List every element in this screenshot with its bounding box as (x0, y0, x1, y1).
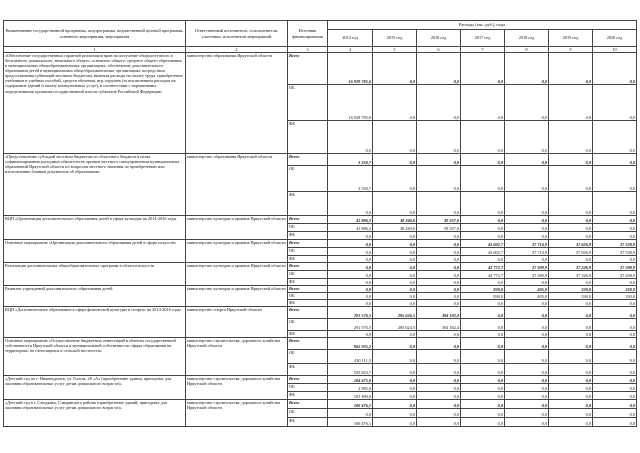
expense-value: 0,0 (549, 256, 593, 263)
column-number: 6 (417, 47, 461, 53)
expense-value: 0,0 (373, 418, 417, 427)
funding-source: Всего (288, 307, 328, 319)
expense-value: 0,0 (417, 192, 461, 216)
expense-value: 0,0 (461, 376, 505, 384)
expense-value: 0,0 (593, 331, 637, 338)
expense-value: 0,0 (461, 418, 505, 427)
expense-value: 0,0 (549, 85, 593, 121)
expense-value: 0,0 (461, 392, 505, 400)
expense-value: 0,0 (373, 350, 417, 364)
expense-value: 430 111,5 (328, 350, 373, 364)
expense-value: 0,0 (373, 300, 417, 307)
header-source: Источник финансирования (288, 21, 328, 47)
expense-value: 0,0 (549, 364, 593, 376)
column-number: 2 (186, 47, 288, 53)
expense-value: 0,0 (328, 256, 373, 263)
executor: министерство культуры и архивов Иркутской области (186, 240, 288, 263)
program-name: ВЦП «Организация дополнительного образования детей в сфере культуры на 2014-2016 годы (4, 216, 186, 240)
expense-value: 37 538,9 (593, 240, 637, 248)
expense-value: 405,0 (505, 293, 549, 300)
expense-value: 0,0 (461, 53, 505, 85)
expense-value: 0,0 (373, 166, 417, 192)
expense-value: 830,0 (461, 286, 505, 293)
expense-value: 0,0 (505, 256, 549, 263)
expense-value: 0,0 (328, 263, 373, 271)
expense-value: 0,0 (417, 166, 461, 192)
expense-value: 0,0 (373, 53, 417, 85)
program-name: Развитие учреждений дополнительного образования детей (4, 286, 186, 307)
expense-value: 0,0 (373, 192, 417, 216)
expense-value: 0,0 (373, 384, 417, 392)
expense-value: 0,0 (505, 216, 549, 224)
expense-value: 0,0 (593, 392, 637, 400)
expense-value: 38 240,6 (373, 216, 417, 224)
funding-source: ОБ (288, 350, 328, 364)
program-name: «Обеспечение государственных гарантий реализации прав на получение общедоступного и бесплатного дошкольного, начального общего, основного общего, среднего общего образования в муниципальных общеобразовательных организациях, обеспечение дополнительного образования детей в муниципальных общеобразовательных организациях посредством предоставления субвенций местным бюджетам, включая расходы на оплату труда, приобретение учебников и учебных пособий, средств обучения, игр, игрушек (за исключением расходов на содержание зданий и оплату коммунальных услуг), в соответствии с нормативами, определенными органами государственной власти субъектов Российской Федерации» (4, 53, 186, 154)
program-name: «Предоставление субсидий местным бюджетам из областного бюджета в целях софинансирования расходных обязательств органов местного самоуправления муниципальных образований Иркутской области по вопросам местного значения по приобретению или изготовлению бланков документов об образовании» (4, 154, 186, 216)
column-number: 1 (4, 47, 186, 53)
year-header: 2020 год (593, 30, 637, 47)
program-name: Реализация дополнительных общеобразовательных программ в области искусств (4, 263, 186, 286)
expense-value: 0,0 (461, 409, 505, 418)
funding-source: Всего (288, 154, 328, 166)
expense-value: 0,0 (373, 232, 417, 240)
expense-value: 0,0 (373, 240, 417, 248)
table-row (4, 154, 637, 166)
expense-value: 0,0 (461, 384, 505, 392)
funding-source: Всего (288, 263, 328, 271)
expense-value: 16 929 785,6 (328, 53, 373, 85)
expense-value: 0,0 (593, 364, 637, 376)
column-number: 5 (373, 47, 417, 53)
expense-value: 37 326,9 (549, 263, 593, 271)
expense-value: 0,0 (505, 154, 549, 166)
program-name: Основное мероприятие «Организация дополнительного образования детей в сфере искусств» (4, 240, 186, 263)
expense-value: 0,0 (373, 279, 417, 286)
expense-value: 0,0 (505, 409, 549, 418)
expense-value: 0,0 (417, 293, 461, 300)
expense-value: 0,0 (593, 279, 637, 286)
funding-source: ФБ (288, 279, 328, 286)
expense-value: 0,0 (549, 376, 593, 384)
expense-value: 291 576,5 (328, 307, 373, 319)
expense-value: 0,0 (373, 263, 417, 271)
expense-value: 0,0 (373, 400, 417, 409)
expense-value: 0,0 (549, 53, 593, 85)
funding-source: Всего (288, 53, 328, 85)
header-expenses: Расходы (тыс. руб.), годы (328, 21, 637, 30)
funding-source: ОБ (288, 224, 328, 232)
funding-source: ОБ (288, 166, 328, 192)
expense-value: 0,0 (461, 331, 505, 338)
expense-value: 37 309,9 (505, 271, 549, 279)
expense-value: 0,0 (505, 418, 549, 427)
funding-source: Всего (288, 240, 328, 248)
expense-value: 39 357,0 (417, 216, 461, 224)
expense-value: 42 772,7 (461, 263, 505, 271)
expense-value: 0,0 (417, 121, 461, 154)
funding-source: ФБ (288, 392, 328, 400)
expense-value: 0,0 (505, 300, 549, 307)
expense-value: 0,0 (593, 166, 637, 192)
expense-value: 0,0 (593, 338, 637, 350)
expense-value: 0,0 (417, 154, 461, 166)
funding-source: Всего (288, 286, 328, 293)
expense-value: 0,0 (549, 307, 593, 319)
table-body (4, 21, 637, 427)
expense-value: 0,0 (549, 300, 593, 307)
expense-value: 0,0 (373, 286, 417, 293)
expense-value: 100 476,1 (328, 418, 373, 427)
expense-value: 0,0 (461, 338, 505, 350)
expense-value: 43 602,7 (461, 248, 505, 256)
expense-value: 0,0 (593, 384, 637, 392)
expense-value: 16 929 785,6 (328, 85, 373, 121)
expense-value: 38 240,6 (373, 224, 417, 232)
funding-source: ФБ (288, 121, 328, 154)
expense-value: 0,0 (461, 85, 505, 121)
expense-value: 0,0 (461, 166, 505, 192)
expense-value: 0,0 (593, 192, 637, 216)
expense-value: 535 823,7 (328, 364, 373, 376)
expense-value: 37 714,9 (505, 248, 549, 256)
expense-value: 3 350,7 (328, 166, 373, 192)
expense-value: 405,0 (505, 286, 549, 293)
expense-value: 0,0 (593, 376, 637, 384)
expense-value: 330,0 (549, 286, 593, 293)
year-header: 2015 год (373, 30, 417, 47)
expense-value: 0,0 (373, 271, 417, 279)
expense-value: 0,0 (461, 154, 505, 166)
funding-source: ОБ (288, 85, 328, 121)
expense-value: 0,0 (505, 350, 549, 364)
expense-value: 0,0 (549, 392, 593, 400)
expense-value: 0,0 (593, 53, 637, 85)
table-row (4, 376, 637, 384)
funding-source: ОБ (288, 409, 328, 418)
column-number: 8 (505, 47, 549, 53)
table-row (4, 400, 637, 409)
expense-value: 37 208,9 (593, 263, 637, 271)
year-header: 2014 год (328, 30, 373, 47)
expense-value: 0,0 (417, 331, 461, 338)
expense-value: 0,0 (417, 85, 461, 121)
expense-value: 0,0 (328, 240, 373, 248)
header-executor: Ответственный исполнитель, соисполнители, участники, исполнители мероприятий (186, 21, 288, 47)
expense-value: 0,0 (593, 121, 637, 154)
expense-value: 0,0 (417, 350, 461, 364)
expense-value: 0,0 (373, 85, 417, 121)
expense-value: 0,0 (505, 192, 549, 216)
expense-value: 285 624,5 (373, 319, 417, 331)
expense-value: 0,0 (373, 364, 417, 376)
expense-value: 0,0 (417, 409, 461, 418)
expense-value: 304 182,4 (417, 307, 461, 319)
table-row (4, 286, 637, 293)
table-row (4, 216, 637, 224)
table-row (4, 307, 637, 319)
expense-value: 0,0 (417, 338, 461, 350)
expense-value: 0,0 (461, 350, 505, 364)
expense-value: 0,0 (549, 154, 593, 166)
executor: министерство культуры и архивов Иркутской области (186, 216, 288, 240)
expense-value: 0,0 (505, 232, 549, 240)
expense-value: 0,0 (593, 154, 637, 166)
expense-value: 0,0 (417, 271, 461, 279)
expense-value: 0,0 (328, 331, 373, 338)
executor: министерство культуры и архивов Иркутской области (186, 286, 288, 307)
year-header: 2016 год (417, 30, 461, 47)
expense-value: 291 576,5 (328, 319, 373, 331)
expense-value: 0,0 (461, 300, 505, 307)
expense-value: 0,0 (593, 319, 637, 331)
expense-value: 0,0 (505, 53, 549, 85)
expense-value: 0,0 (417, 53, 461, 85)
expense-value: 0,0 (461, 232, 505, 240)
year-header: 2018 год (505, 30, 549, 47)
column-number: 10 (593, 47, 637, 53)
expense-value: 0,0 (461, 192, 505, 216)
funding-source: ОБ (288, 319, 328, 331)
expense-value: 37 309,9 (505, 263, 549, 271)
header-row (4, 21, 637, 30)
year-header: 2017 год (461, 30, 505, 47)
expense-value: 0,0 (461, 256, 505, 263)
expense-value: 0,0 (461, 121, 505, 154)
executor: министерство образования Иркутской области (186, 154, 288, 216)
expense-value: 0,0 (373, 293, 417, 300)
funding-source: Всего (288, 400, 328, 409)
expense-value: 37 326,9 (549, 271, 593, 279)
expense-value: 0,0 (328, 248, 373, 256)
funding-source: ФБ (288, 192, 328, 216)
executor: министерство образования Иркутской области (186, 53, 288, 154)
expense-value: 100 476,1 (328, 400, 373, 409)
expense-value: 0,0 (417, 232, 461, 240)
expense-value: 0,0 (417, 279, 461, 286)
expense-value: 0,0 (417, 240, 461, 248)
expense-value: 0,0 (328, 192, 373, 216)
funding-source: ОБ (288, 293, 328, 300)
funding-source: ОБ (288, 384, 328, 392)
expense-value: 304 182,4 (417, 319, 461, 331)
expense-value: 0,0 (549, 338, 593, 350)
expense-value: 0,0 (549, 279, 593, 286)
expense-value: 0,0 (593, 400, 637, 409)
expense-value: 0,0 (549, 319, 593, 331)
expense-value: 0,0 (593, 224, 637, 232)
table-row (4, 263, 637, 271)
executor: министерство строительства, дорожного хозяйства Иркутской области (186, 338, 288, 376)
executor: министерство культуры и архивов Иркутской области (186, 263, 288, 286)
expense-value: 0,0 (373, 154, 417, 166)
expense-value: 0,0 (549, 224, 593, 232)
expense-value: 0,0 (505, 279, 549, 286)
expense-value: 0,0 (505, 384, 549, 392)
expense-value: 0,0 (505, 331, 549, 338)
expense-value: 0,0 (549, 418, 593, 427)
expense-value: 0,0 (593, 232, 637, 240)
budget-table-page (3, 20, 636, 427)
expense-value: 0,0 (373, 248, 417, 256)
expense-value: 0,0 (549, 216, 593, 224)
expense-value: 42 772,7 (461, 271, 505, 279)
expense-value: 0,0 (505, 364, 549, 376)
expense-value: 0,0 (505, 85, 549, 121)
expense-value: 0,0 (328, 409, 373, 418)
expense-value: 101 490,0 (328, 392, 373, 400)
expense-value: 39 357,0 (417, 224, 461, 232)
expense-value: 965 935,2 (328, 338, 373, 350)
expense-value: 0,0 (505, 224, 549, 232)
expense-value: 0,0 (373, 376, 417, 384)
expense-value: 0,0 (593, 350, 637, 364)
expense-value: 0,0 (461, 279, 505, 286)
expense-value: 0,0 (505, 338, 549, 350)
expense-value: 0,0 (461, 319, 505, 331)
expense-value: 0,0 (373, 256, 417, 263)
funding-source: ФБ (288, 331, 328, 338)
expense-value: 0,0 (549, 331, 593, 338)
funding-source: ФБ (288, 256, 328, 263)
year-header: 2019 год (549, 30, 593, 47)
expense-value: 0,0 (461, 364, 505, 376)
expense-value: 3 350,7 (328, 154, 373, 166)
expense-value: 37 208,9 (593, 271, 637, 279)
expense-value: 0,0 (593, 418, 637, 427)
expense-value: 41 886,2 (328, 216, 373, 224)
expense-value: 0,0 (549, 192, 593, 216)
table-row (4, 53, 637, 85)
expense-value: 0,0 (373, 392, 417, 400)
expense-value: 0,0 (505, 400, 549, 409)
expense-value: 330,0 (549, 293, 593, 300)
funding-source: Всего (288, 216, 328, 224)
executor: министерство спорта Иркутской области (186, 307, 288, 338)
expense-value: 0,0 (417, 256, 461, 263)
table-row (4, 240, 637, 248)
expense-value: 0,0 (373, 409, 417, 418)
expense-value: 0,0 (549, 121, 593, 154)
expense-value: 0,0 (505, 121, 549, 154)
expense-value: 37 656,9 (549, 240, 593, 248)
expense-value: 0,0 (593, 307, 637, 319)
expense-value: 0,0 (505, 319, 549, 331)
expense-value: 0,0 (505, 166, 549, 192)
column-number: 7 (461, 47, 505, 53)
column-number: 4 (328, 47, 373, 53)
expense-value: 0,0 (549, 400, 593, 409)
expense-value: 0,0 (417, 286, 461, 293)
funding-source: ФБ (288, 300, 328, 307)
expense-value: 0,0 (328, 271, 373, 279)
expense-value: 0,0 (373, 121, 417, 154)
expense-value: 0,0 (505, 392, 549, 400)
expense-value: 0,0 (373, 331, 417, 338)
expense-value: 37 656,9 (549, 248, 593, 256)
expense-value: 0,0 (593, 300, 637, 307)
expense-value: 0,0 (593, 409, 637, 418)
expense-value: 0,0 (417, 418, 461, 427)
expense-value: 0,0 (328, 121, 373, 154)
expense-value: 0,0 (328, 279, 373, 286)
expense-value: 0,0 (328, 286, 373, 293)
program-name: Основное мероприятие «Осуществление бюджетных инвестиций в объекты государственной собственности Иркутской области и муниципальной собственности сферы образования на территориях, не относящихся к сельской местности» (4, 338, 186, 376)
expense-value: 0,0 (549, 166, 593, 192)
funding-source: ОБ (288, 271, 328, 279)
header-name: Наименование государственной программы, подпрограммы, ведомственной целевой программы, основного мероприятия, мероприятия (4, 21, 186, 47)
funding-source: ОБ (288, 248, 328, 256)
expense-value: 330,0 (593, 293, 637, 300)
expense-value: 0,0 (417, 376, 461, 384)
expense-value: 0,0 (461, 224, 505, 232)
expense-value: 0,0 (549, 350, 593, 364)
expense-value: 0,0 (461, 307, 505, 319)
expense-value: 0,0 (417, 400, 461, 409)
expense-value: 0,0 (328, 293, 373, 300)
program-name: «Детский сад по г. Нижнеудинск, ул. Гоголя, 28 «А» (приобретение здания, пригодных для оказания образовательных услуг детям дошкольного возраста)» (4, 376, 186, 400)
expense-value: 830,0 (461, 293, 505, 300)
expense-value: 0,0 (417, 364, 461, 376)
expense-value: 0,0 (549, 232, 593, 240)
expense-value: 2 985,0 (328, 384, 373, 392)
funding-source: Всего (288, 376, 328, 384)
expense-value: 0,0 (593, 85, 637, 121)
expense-value: 0,0 (328, 300, 373, 307)
expense-value: 37 538,9 (593, 248, 637, 256)
executor: министерство строительства, дорожного хозяйства Иркутской области (186, 400, 288, 427)
expense-value: 0,0 (373, 338, 417, 350)
expense-value: 0,0 (461, 216, 505, 224)
program-name: «Детский сад в г. Слюдянка, Слюдянского района (приобретение зданий, пригодных для оказания образовательных услуг детям дошкольного возраста)» (4, 400, 186, 427)
funding-source: ФБ (288, 418, 328, 427)
expense-value: 285 624,5 (373, 307, 417, 319)
expense-value: 330,0 (593, 286, 637, 293)
expense-value: 41 886,2 (328, 224, 373, 232)
funding-source: Всего (288, 338, 328, 350)
column-number: 9 (549, 47, 593, 53)
expense-value: 0,0 (593, 256, 637, 263)
expense-value: 0,0 (461, 400, 505, 409)
program-name: ВЦП «Дополнительное образование в сфере физической культуры и спорта» на 2014-2016 годы (4, 307, 186, 338)
expense-value: 43 602,7 (461, 240, 505, 248)
expense-value: 0,0 (417, 248, 461, 256)
funding-source: ФБ (288, 364, 328, 376)
expense-value: 0,0 (417, 263, 461, 271)
expense-value: 0,0 (505, 307, 549, 319)
expense-value: 0,0 (505, 376, 549, 384)
table-row (4, 338, 637, 350)
executor: министерство строительства, дорожного хозяйства Иркутской области (186, 376, 288, 400)
expense-value: 0,0 (549, 384, 593, 392)
expense-value: 0,0 (593, 216, 637, 224)
expense-value: 0,0 (549, 409, 593, 418)
expense-value: 104 475,0 (328, 376, 373, 384)
column-number: 3 (288, 47, 328, 53)
expense-value: 0,0 (417, 384, 461, 392)
expense-value: 0,0 (417, 300, 461, 307)
budget-table (3, 20, 637, 427)
expense-value: 0,0 (417, 392, 461, 400)
expense-value: 0,0 (328, 232, 373, 240)
expense-value: 37 714,9 (505, 240, 549, 248)
funding-source: ФБ (288, 232, 328, 240)
